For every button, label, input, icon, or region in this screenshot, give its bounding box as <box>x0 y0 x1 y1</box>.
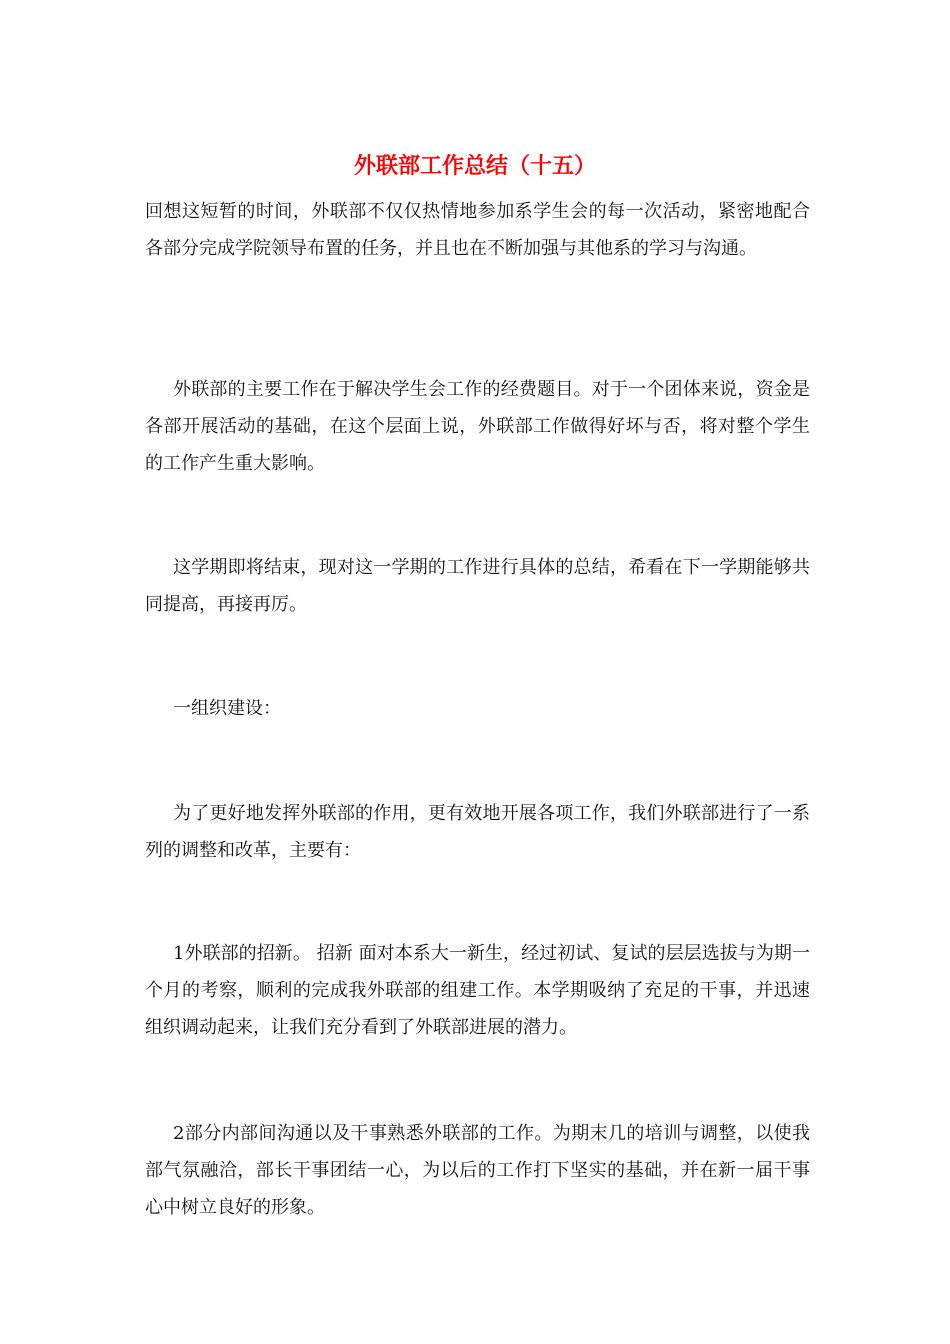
section-heading-organization: 一组织建设： <box>173 698 281 719</box>
paragraph-semester-summary: 这学期即将结束，现对这一学期的工作进行具体的总结，希看在下一学期能够共同提高，再接再厉。 <box>145 557 810 615</box>
paragraph-internal-communication: 2部分内部间沟通以及干事熟悉外联部的工作。为期末几的培训与调整，以使我部气氛融洽，部长干事团结一心，为以后的工作打下坚实的基础，并在新一届干事心中树立良好的形象。 <box>145 1123 810 1218</box>
paragraph-intro: 回想这短暂的时间，外联部不仅仅热情地参加系学生会的每一次活动，紧密地配合各部分完成学院领导布置的任务，并且也在不断加强与其他系的学习与沟通。 <box>145 201 810 259</box>
document-title: 外联部工作总结（十五） <box>353 153 596 179</box>
paragraph-reform: 为了更好地发挥外联部的作用，更有效地开展各项工作，我们外联部进行了一系列的调整和改革，主要有： <box>145 803 810 861</box>
paragraph-main-work: 外联部的主要工作在于解决学生会工作的经费题目。对于一个团体来说，资金是各部开展活动的基础，在这个层面上说，外联部工作做得好坏与否，将对整个学生的工作产生重大影响。 <box>145 379 810 474</box>
paragraph-recruitment: 1外联部的招新。 招新 面对本系大一新生，经过初试、复试的层层选拔与为期一个月的考察，顺利的完成我外联部的组建工作。本学期吸纳了充足的干事，并迅速组织调动起来，让我们充分看到了外联部进展的潜力。 <box>145 943 810 1038</box>
